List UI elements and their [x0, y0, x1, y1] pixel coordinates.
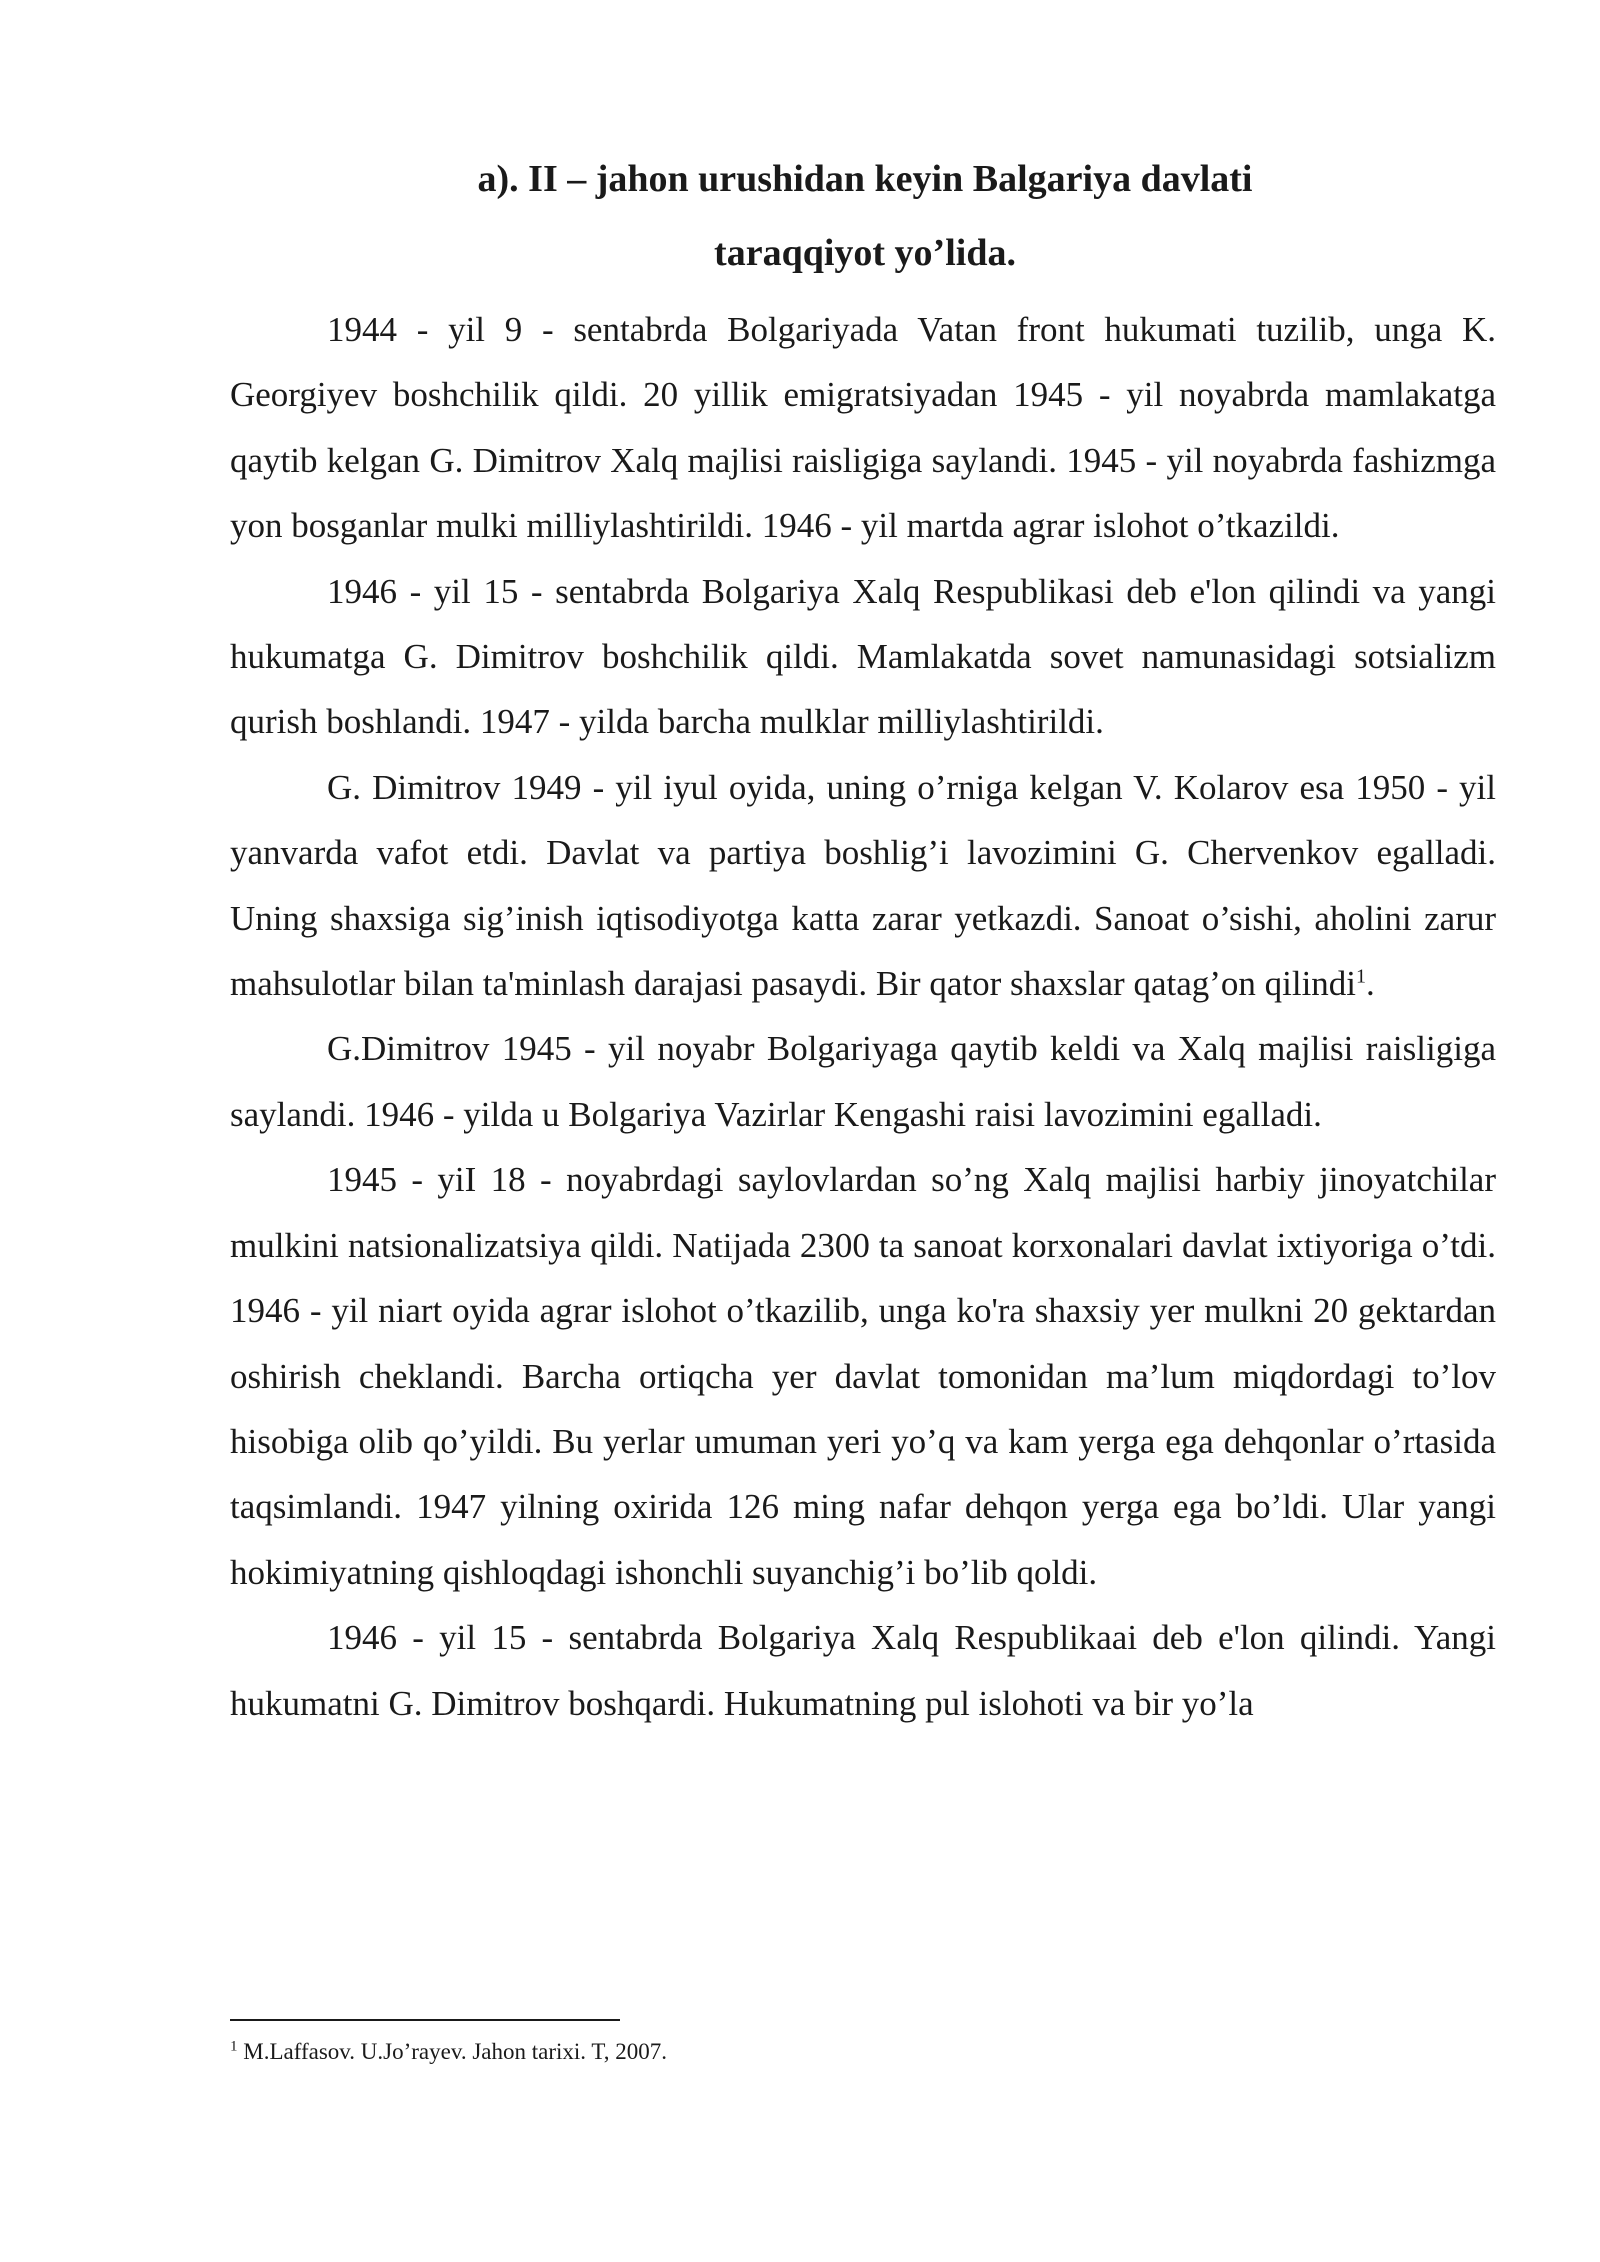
paragraph-3-end: .: [1366, 964, 1375, 1004]
paragraph-1: 1944 - yil 9 - sentabrda Bolgariyada Vatan front hukumati tuzilib, unga K. Georgiyev boshchilik qildi. 20 yillik emigratsiyadan 1945 - yil noyabrda mamlakatga qaytib kelgan G. Dimitrov Xalq majlisi raisligiga saylandi. 1945 - yil noyabrda fashizmga yon bosganlar mulki milliylashtirildi. 1946 - yil martda agrar islohot o’tkazildi.: [230, 310, 1496, 546]
paragraph-4: G.Dimitrov 1945 - yil noyabr Bolgariyaga qaytib keldi va Xalq majlisi raisligiga saylandi. 1946 - yilda u Bolgariya Vazirlar Kengashi raisi lavozimini egalladi.: [230, 1029, 1496, 1134]
paragraph-5: 1945 - yiI 18 - noyabrdagi saylovlardan so’ng Xalq majlisi harbiy jinoyatchilar mulkini natsionalizatsiya qildi. Natijada 2300 ta sanoat korxonalari davlat ixtiyoriga o’tdi. 1946 - yil niart oyida agrar islohot o’tkazilib, unga ko'ra shaxsiy yer mulkni 20 gektardan oshirish cheklandi. Barcha ortiqcha yer davlat tomonidan ma’lum miqdordagi to’lov hisobiga olib qo’yildi. Bu yerlar umuman yeri yo’q va kam yerga ega dehqonlar o’rtasida taqsimlandi. 1947 yilning oxirida 126 ming nafar dehqon yerga ega bo’ldi. Ular yangi hokimiyatning qishloqdagi ishonchli suyanchig’i bo’lib qoldi.: [230, 1160, 1496, 1592]
footnote-marker: 1: [230, 2038, 238, 2055]
footnote-reference[interactable]: 1: [1356, 965, 1367, 988]
paragraph-6: 1946 - yil 15 - sentabrda Bolgariya Xalq Respublikaai deb e'lon qilindi. Yangi hukumatni G. Dimitrov boshqardi. Hukumatning pul islohoti va bir yo’la: [230, 1618, 1496, 1723]
section-title-line-2: taraqqiyot yo’lida.: [714, 232, 1016, 274]
footnote-text: M.Laffasov. U.Jo’rayev. Jahon tarixi. T, 2007.: [237, 2039, 667, 2064]
footnote-separator: [230, 2019, 620, 2021]
footnote: [230, 2037, 1430, 2067]
paragraph-3-text: G. Dimitrov 1949 - yil iyul oyida, uning o’rniga kelgan V. Kolarov esa 1950 - yil yanvarda vafot etdi. Davlat va partiya boshlig’i lavozimini G. Chervenkov egalladi. Uning shaxsiga sig’inish iqtisodiyotga katta zarar yetkazdi. Sanoat o’sishi, aholini zarur mahsulotlar bilan ta'minlash darajasi pasaydi. Bir qator shaxslar qatag’on qilindi: [230, 767, 1496, 1004]
paragraph-3: [230, 755, 1496, 1017]
body-text: [230, 297, 1496, 1736]
section-title-line-1: a). II – jahon urushidan keyin Balgariya davlati: [477, 158, 1253, 200]
paragraph-2: 1946 - yil 15 - sentabrda Bolgariya Xalq Respublikasi deb e'lon qilindi va yangi hukumatga G. Dimitrov boshchilik qildi. Mamlakatda sovet namunasidagi sotsializm qurish boshlandi. 1947 - yilda barcha mulklar milliylashtirildi.: [230, 571, 1496, 742]
